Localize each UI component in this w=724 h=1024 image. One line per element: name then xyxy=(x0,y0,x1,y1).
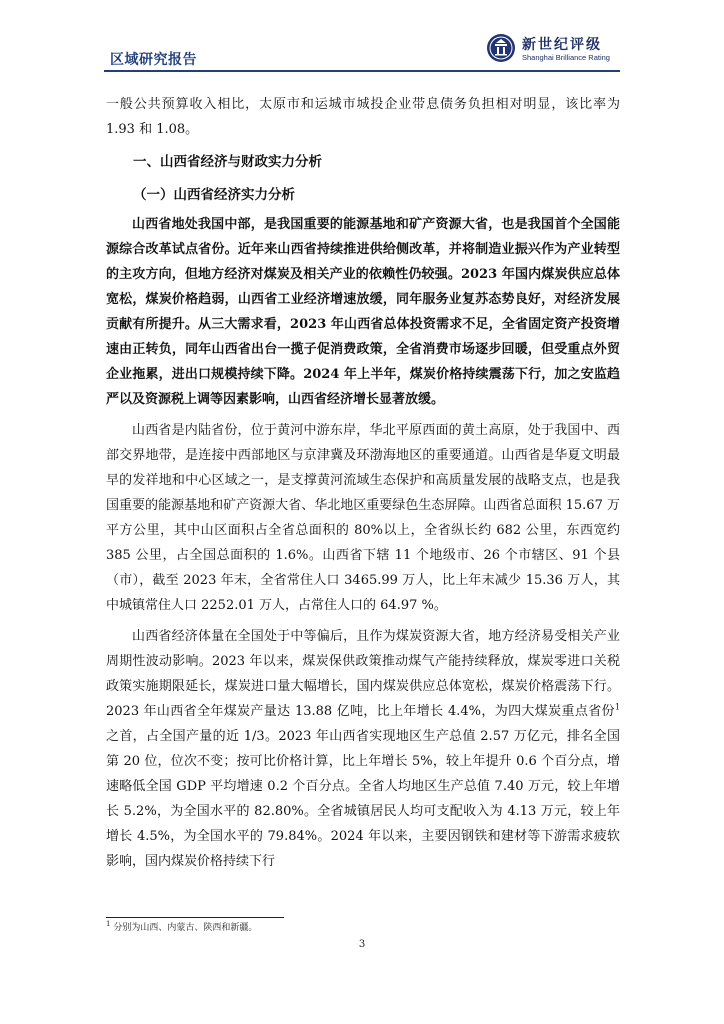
summary-paragraph: 山西省地处我国中部，是我国重要的能源基地和矿产资源大省，也是我国首个全国能源综合改革试点省份。近年来山西省持续推进供给侧改革，并将制造业振兴作为产业转型的主攻方向，但地方经济对煤炭及相关产业的依赖性仍较强。2023 年国内煤炭供应总体宽松，煤炭价格趋弱，山西省工业经济增速放缓，同年服务业复苏态势良好，对经济发展贡献有所提升。从三大需求看，2023 年山西省总体投资需求不足，全省固定资产投资增速由正转负，同年山西省出台一揽子促消费政策，全省消费市场逐步回暖，但受重点外贸企业拖累，进出口规模持续下降。2024 年上半年，煤炭价格持续震荡下行，加之安监趋严以及资源税上调等因素影响，山西省经济增长显著放缓。 xyxy=(106,217,620,407)
logo-english-name: Shanghai Brilliance Rating xyxy=(522,53,610,62)
page-header xyxy=(0,0,724,72)
report-type-label: 区域研究报告 xyxy=(110,52,197,68)
economy-text-part-1: 山西省经济体量在全国处于中等偏后，且作为煤炭资源大省，地方经济易受相关产业周期性波动影响。2023 年以来，煤炭保供政策推动煤气产能持续释放，煤炭零进口关税政策实施期限延长，煤炭进口量大幅增长，国内煤炭供应总体宽松，煤炭价格震荡下行。2023 年山西省全年煤炭产量达 13.88 亿吨，比上年增长 4.4%，为四大煤炭重点省份 xyxy=(106,629,620,719)
footnote-divider xyxy=(106,917,284,918)
subsection-heading: （一）山西省经济实力分析 xyxy=(133,187,295,203)
economy-text-part-2: 之首，占全国产量的近 1/3。2023 年山西省实现地区生产总值 2.57 万亿元，排名全国第 20 位，位次不变；按可比价格计算，比上年增长 5%，较上年提升 0.6 个百分点，增速略低全国 GDP 平均增速 0.2 个百分点。全省人均地区生产总值 7.40 万元，较上年增长 5.2%，为全国水平的 82.80%。全省城镇居民人均可支配收入为 4.13 万元，较上年增长 4.5%，为全国水平的 79.84%。2024 年以来，主要因钢铁和建材等下游需求疲软影响，国内煤炭价格持续下行 xyxy=(106,729,620,869)
footnote-marker: 1 xyxy=(106,920,111,928)
economy-paragraph xyxy=(106,624,620,874)
geography-paragraph: 山西省是内陆省份，位于黄河中游东岸，华北平原西面的黄土高原，处于我国中、西部交界地带，是连接中西部地区与京津冀及环渤海地区的重要通道。山西省是华夏文明最早的发祥地和中心区域之一，是支撑黄河流域生态保护和高质量发展的战略支点，也是我国重要的能源基地和矿产资源大省、华北地区重要绿色生态屏障。山西省总面积 15.67 万平方公里，其中山区面积占全省总面积的 80%以上，全省纵长约 682 公里，东西宽约 385 公里，占全国总面积的 1.6%。山西省下辖 11 个地级市、26 个市辖区、91 个县（市），截至 2023 年末，全省常住人口 3465.99 万人，比上年末减少 15.36 万人，其中城镇常住人口 2252.01 万人，占常住人口的 64.97 %。 xyxy=(106,423,620,613)
continued-paragraph: 一般公共预算收入相比，太原市和运城市城投企业带息债务负担相对明显，该比率为 1.93 和 1.08。 xyxy=(106,97,620,137)
footnote xyxy=(106,922,257,934)
brilliance-rating-emblem-icon xyxy=(486,33,516,63)
footnote-text: 分别为山西、内蒙古、陕西和新疆。 xyxy=(113,923,258,933)
section-heading: 一、山西省经济与财政实力分析 xyxy=(133,154,322,170)
page-number: 3 xyxy=(358,939,366,950)
footnote-reference: 1 xyxy=(614,702,620,712)
logo-chinese-name: 新世纪评级 xyxy=(522,37,602,53)
header-divider xyxy=(104,70,620,72)
company-logo xyxy=(486,33,622,67)
document-body xyxy=(106,92,620,874)
